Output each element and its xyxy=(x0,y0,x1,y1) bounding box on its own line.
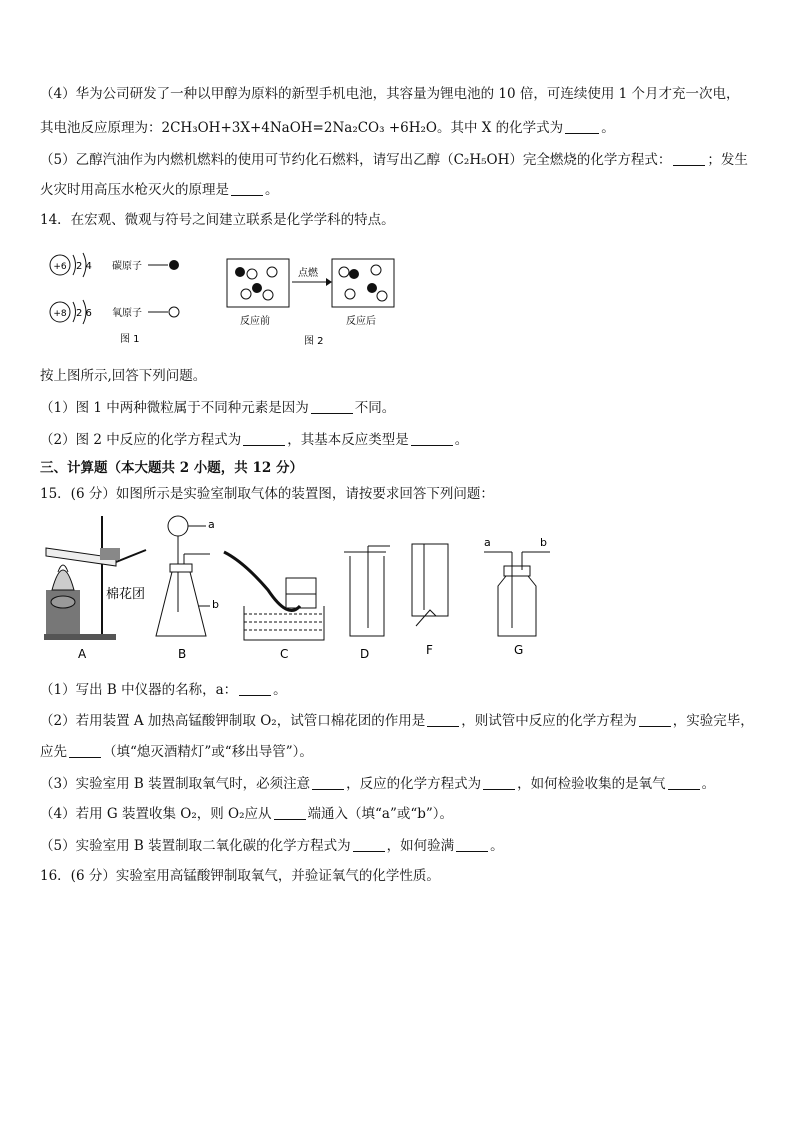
q13-part5-text-a: （5）乙醇汽油作为内燃机燃料的使用可节约化石燃料，请写出乙醇（C₂H₅OH）完全燃烧的化学方程式： xyxy=(40,152,672,168)
q15-sub1-text-b: 。 xyxy=(273,682,287,698)
q14-stem-text: 14．在宏观、微观与符号之间建立联系是化学学科的特点。 xyxy=(40,212,395,228)
q13-part5-text-d: 。 xyxy=(265,182,279,198)
q13-part5-text-c: 火灾时用高压水枪灭火的原理是 xyxy=(40,182,229,198)
apparatus-f xyxy=(412,544,448,657)
answer-blank xyxy=(565,120,599,134)
q15-sub2-text-d: 应先 xyxy=(40,744,67,760)
answer-blank xyxy=(239,682,271,696)
q14-sub1 xyxy=(40,396,395,416)
label-g: G xyxy=(514,643,524,657)
answer-blank xyxy=(274,806,306,820)
g-label-a: a xyxy=(484,536,491,549)
apparatus-g xyxy=(484,536,550,657)
q13-part5-line2 xyxy=(40,178,279,198)
q15-sub3-text-a: （3）实验室用 B 装置制取氧气时，必须注意 xyxy=(40,776,311,792)
q15-sub1-text-a: （1）写出 B 中仪器的名称，a： xyxy=(40,682,238,698)
arrow-label: 点燃 xyxy=(298,268,318,279)
g-label-b: b xyxy=(540,536,547,549)
q14-sub2-text-c: 。 xyxy=(454,432,469,448)
label-f: F xyxy=(426,643,433,657)
label-a: A xyxy=(78,647,87,660)
before-label: 反应前 xyxy=(240,316,270,327)
q14-instruction xyxy=(40,364,206,384)
section-3-heading-text: 三、计算题（本大题共 2 小题，共 12 分） xyxy=(40,460,303,476)
answer-blank xyxy=(69,744,101,758)
q13-part4-line1 xyxy=(40,82,740,102)
q15-sub2-text-c: ，实验完毕， xyxy=(672,713,754,729)
q15-stem xyxy=(40,482,494,502)
q14-figure-2 xyxy=(226,258,416,358)
q14-stem xyxy=(40,208,395,228)
q13-part5-text-b: ；发生 xyxy=(707,152,748,168)
q14-sub1-text-a: （1）图 1 中两种微粒属于不同种元素是因为 xyxy=(40,400,309,416)
q15-sub2-text-e: （填“熄灭酒精灯”或“移出导管”）。 xyxy=(103,744,313,760)
before-box xyxy=(227,259,289,307)
q15-sub2-text-b: ，则试管中反应的化学方程为 xyxy=(461,713,637,729)
answer-blank xyxy=(427,713,459,727)
answer-blank xyxy=(243,432,285,446)
oxygen-label: 氧原子 xyxy=(112,308,142,319)
carbon-shells-text: 2 4 xyxy=(76,261,92,272)
q13-part4-line2 xyxy=(40,116,615,136)
carbon-nucleus-text: +6 xyxy=(53,262,67,272)
q13-part4-text-c: 。 xyxy=(601,120,615,136)
answer-blank xyxy=(353,838,385,852)
label-d: D xyxy=(360,647,370,660)
q15-sub2-text-a: （2）若用装置 A 加热高锰酸钾制取 O₂，试管口棉花团的作用是 xyxy=(40,713,426,729)
answer-blank xyxy=(411,432,453,446)
q15-stem-text: 15．(6 分）如图所示是实验室制取气体的装置图，请按要求回答下列问题： xyxy=(40,486,494,502)
apparatus-b xyxy=(156,516,219,660)
q15-sub3-text-c: ，如何检验收集的是氧气 xyxy=(517,776,666,792)
q16-stem-text: 16．(6 分）实验室用高锰酸钾制取氧气，并验证氧气的化学性质。 xyxy=(40,868,440,884)
oxygen-nucleus-text: +8 xyxy=(53,309,67,319)
q15-sub2-line2 xyxy=(40,740,313,760)
carbon-label: 碳原子 xyxy=(112,261,142,272)
answer-blank xyxy=(312,776,344,790)
q15-sub5 xyxy=(40,834,504,854)
answer-blank xyxy=(231,182,263,196)
q15-sub5-text-b: ，如何验满 xyxy=(386,838,455,854)
q14-figure-1 xyxy=(40,245,210,345)
apparatus-a xyxy=(44,516,146,660)
after-label: 反应后 xyxy=(346,316,376,327)
q15-sub5-text-c: 。 xyxy=(490,838,504,854)
answer-blank xyxy=(668,776,700,790)
answer-blank xyxy=(673,152,705,166)
label-small-b: b xyxy=(212,598,219,611)
figure-2-caption: 图 2 xyxy=(304,336,324,347)
q14-sub2-text-b: ，其基本反应类型是 xyxy=(287,432,409,448)
answer-blank xyxy=(311,400,353,414)
carbon-atom-dot xyxy=(169,260,179,270)
label-small-a: a xyxy=(208,518,215,531)
q14-sub2 xyxy=(40,428,468,448)
q15-sub4-text-a: （4）若用 G 装置收集 O₂，则 O₂应从 xyxy=(40,806,272,822)
q15-sub3 xyxy=(40,772,715,792)
answer-blank xyxy=(483,776,515,790)
q13-part4-text-b: 其电池反应原理为：2CH₃OH+3X+4NaOH=2Na₂CO₃ +6H₂O。其中 X 的化学式为 xyxy=(40,120,564,136)
q14-instruction-text: 按上图所示,回答下列问题。 xyxy=(40,368,207,384)
q15-sub4 xyxy=(40,802,453,822)
q13-part4-text-a: （4）华为公司研发了一种以甲醇为原料的新型手机电池，其容量为锂电池的 10 倍，可连续使用 1 个月才充一次电， xyxy=(40,86,740,102)
answer-blank xyxy=(639,713,671,727)
q15-sub2-line1 xyxy=(40,709,754,729)
q13-part5-line1 xyxy=(40,148,748,168)
section-3-heading xyxy=(40,456,303,476)
cotton-label: 棉花团 xyxy=(106,587,146,602)
apparatus-d xyxy=(344,546,390,660)
q15-sub5-text-a: （5）实验室用 B 装置制取二氧化碳的化学方程式为 xyxy=(40,838,351,854)
q16-stem xyxy=(40,864,440,884)
apparatus-c xyxy=(224,552,324,660)
label-c: C xyxy=(280,647,289,660)
answer-blank xyxy=(456,838,488,852)
label-b: B xyxy=(178,647,187,660)
q15-sub3-text-d: 。 xyxy=(701,776,716,792)
figure-1-caption: 图 1 xyxy=(120,334,140,345)
q15-sub4-text-b: 端通入（填“a”或“b”）。 xyxy=(307,806,454,822)
q15-sub1 xyxy=(40,678,287,698)
q15-apparatus-figure xyxy=(38,510,598,660)
q14-sub1-text-b: 不同。 xyxy=(354,400,396,416)
q15-sub3-text-b: ，反应的化学方程式为 xyxy=(346,776,482,792)
oxygen-shells-text: 2 6 xyxy=(76,308,92,319)
q14-sub2-text-a: （2）图 2 中反应的化学方程式为 xyxy=(40,432,242,448)
oxygen-atom-circle xyxy=(169,307,179,317)
